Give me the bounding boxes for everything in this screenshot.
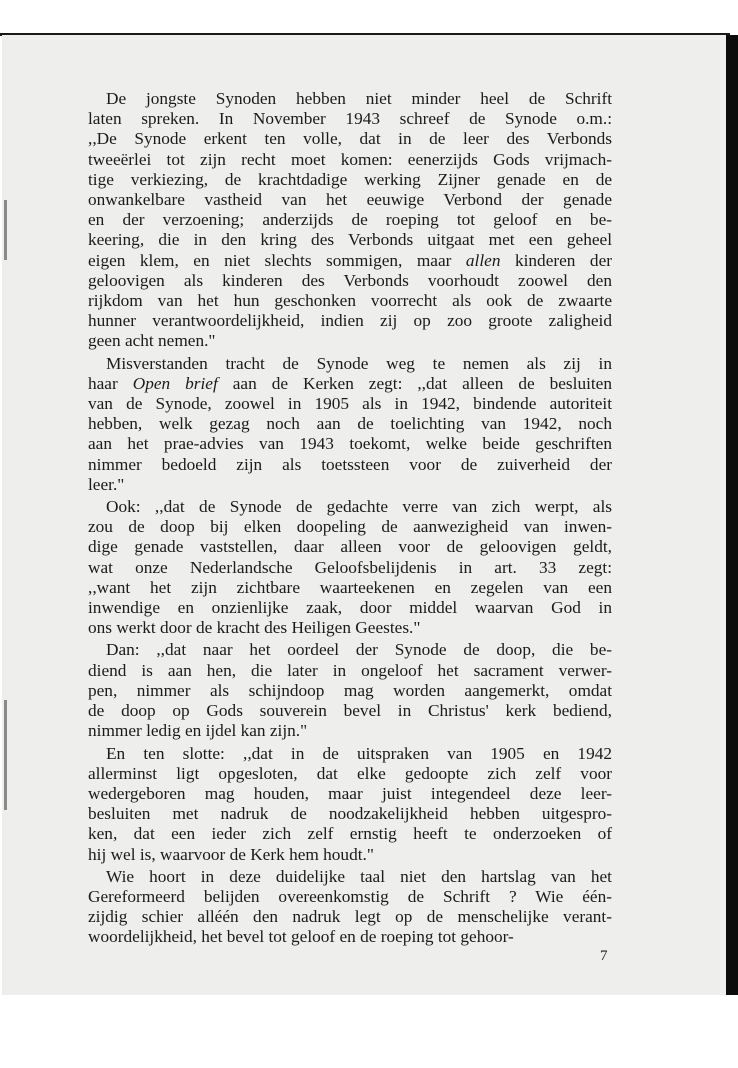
paragraph bbox=[88, 640, 612, 741]
text-line: Dan: ,,dat naar het oordeel der Synode de doop, die be- bbox=[106, 640, 612, 660]
paragraph bbox=[88, 744, 612, 865]
text-line: van de Synode, zoowel in 1905 als in 1942, bindende autoriteit bbox=[88, 394, 612, 414]
paragraph bbox=[88, 354, 612, 495]
text-line: ,,want het zijn zichtbare waarteekenen en zegelen van een bbox=[88, 577, 612, 597]
text-line: onwankelbare vastheid van het eeuwige Verbond der genade bbox=[88, 190, 612, 210]
text-line: Ook: ,,dat de Synode de gedachte verre van zich werpt, als bbox=[106, 497, 612, 517]
text-line: keering, die in den kring des Verbonds uitgaat met een geheel bbox=[88, 230, 612, 250]
text-line: laten spreken. In November 1943 schreef de Synode o.m.: bbox=[88, 109, 612, 129]
text-line: pen, nimmer als schijndoop mag worden aangemerkt, omdat bbox=[88, 680, 612, 700]
paragraph bbox=[88, 867, 612, 948]
text-line: diend is aan hen, die later in ongeloof het sacrament verwer- bbox=[88, 660, 612, 680]
text-line: De jongste Synoden hebben niet minder heel de Schrift bbox=[106, 89, 612, 108]
text-line: Misverstanden tracht de Synode weg te nemen als zij in bbox=[106, 353, 612, 373]
text-line: Gereformeerd belijden overeenkomstig de Schrift ? Wie één- bbox=[88, 886, 612, 906]
text-line: eigen klem, en niet slechts sommigen, maar allen kinderen der bbox=[88, 250, 612, 270]
text-line: wat onze Nederlandsche Geloofsbelijdenis in art. 33 zegt: bbox=[88, 557, 612, 577]
body-text bbox=[88, 89, 612, 950]
text-line: en der verzoening; anderzijds de roeping tot geloof en be- bbox=[88, 210, 612, 230]
text-line: hunner verantwoordelijkheid, indien zij op zoo groote zaligheid bbox=[88, 311, 612, 331]
text-line: ons werkt door de kracht des Heiligen Geestes." bbox=[88, 618, 421, 638]
text-line: wedergeboren mag houden, maar juist integendeel deze leer- bbox=[88, 783, 612, 803]
page-number: 7 bbox=[600, 948, 608, 964]
text-line: tweeërlei tot zijn recht moet komen: eenerzijds Gods vrijmach- bbox=[88, 149, 612, 169]
text-line: tige verkiezing, de krachtdadige werking Zijner genade en de bbox=[88, 169, 612, 189]
paragraph bbox=[88, 89, 612, 352]
binding-mark bbox=[4, 700, 7, 810]
paragraph bbox=[88, 497, 612, 638]
text-line: ken, dat een ieder zich zelf ernstig heeft te onderzoeken of bbox=[88, 824, 612, 844]
text-line: hebben, welk gezag noch aan de toelichting van 1942, noch bbox=[88, 414, 612, 434]
text-line: aan het prae-advies van 1943 toekomt, welke beide geschriften bbox=[88, 434, 612, 454]
text-line: En ten slotte: ,,dat in de uitspraken van 1905 en 1942 bbox=[106, 743, 612, 763]
text-line: Wie hoort in deze duidelijke taal niet den hartslag van het bbox=[106, 866, 612, 886]
text-line: de doop op Gods souverein bevel in Christus' kerk bediend, bbox=[88, 701, 612, 721]
text-line: inwendige en onzienlijke zaak, door middel waarvan God in bbox=[88, 598, 612, 618]
text-line: allerminst ligt opgesloten, dat elke gedoopte zich zelf voor bbox=[88, 763, 612, 783]
text-line: zijdig schier alléén den nadruk legt op de menschelijke verant- bbox=[88, 907, 612, 927]
text-line: woordelijkheid, het bevel tot geloof en de roeping tot gehoor- bbox=[88, 927, 514, 947]
text-line: nimmer bedoeld zijn als toetssteen voor de zuiverheid der bbox=[88, 454, 612, 474]
text-line: geen acht nemen." bbox=[88, 331, 216, 351]
text-line: hij wel is, waarvoor de Kerk hem houdt." bbox=[88, 844, 374, 864]
text-line: geloovigen als kinderen des Verbonds voorhoudt zoowel den bbox=[88, 270, 612, 290]
text-line: haar Open brief aan de Kerken zegt: ,,dat alleen de besluiten bbox=[88, 373, 612, 393]
text-line: besluiten met nadruk de noodzakelijkheid hebben uitgespro- bbox=[88, 804, 612, 824]
text-line: rijkdom van het hun geschonken voorrecht als ook de zwaarte bbox=[88, 291, 612, 311]
text-line: dige genade vaststellen, daar alleen voor de geloovigen geldt, bbox=[88, 537, 612, 557]
page-right-edge bbox=[726, 35, 738, 995]
text-line: zou de doop bij elken doopeling de aanwezigheid van inwen- bbox=[88, 517, 612, 537]
text-line: nimmer ledig en ijdel kan zijn." bbox=[88, 721, 308, 741]
text-line: ,,De Synode erkent ten volle, dat in de leer des Verbonds bbox=[88, 129, 612, 149]
text-line: leer." bbox=[88, 474, 125, 494]
binding-mark bbox=[4, 200, 7, 260]
